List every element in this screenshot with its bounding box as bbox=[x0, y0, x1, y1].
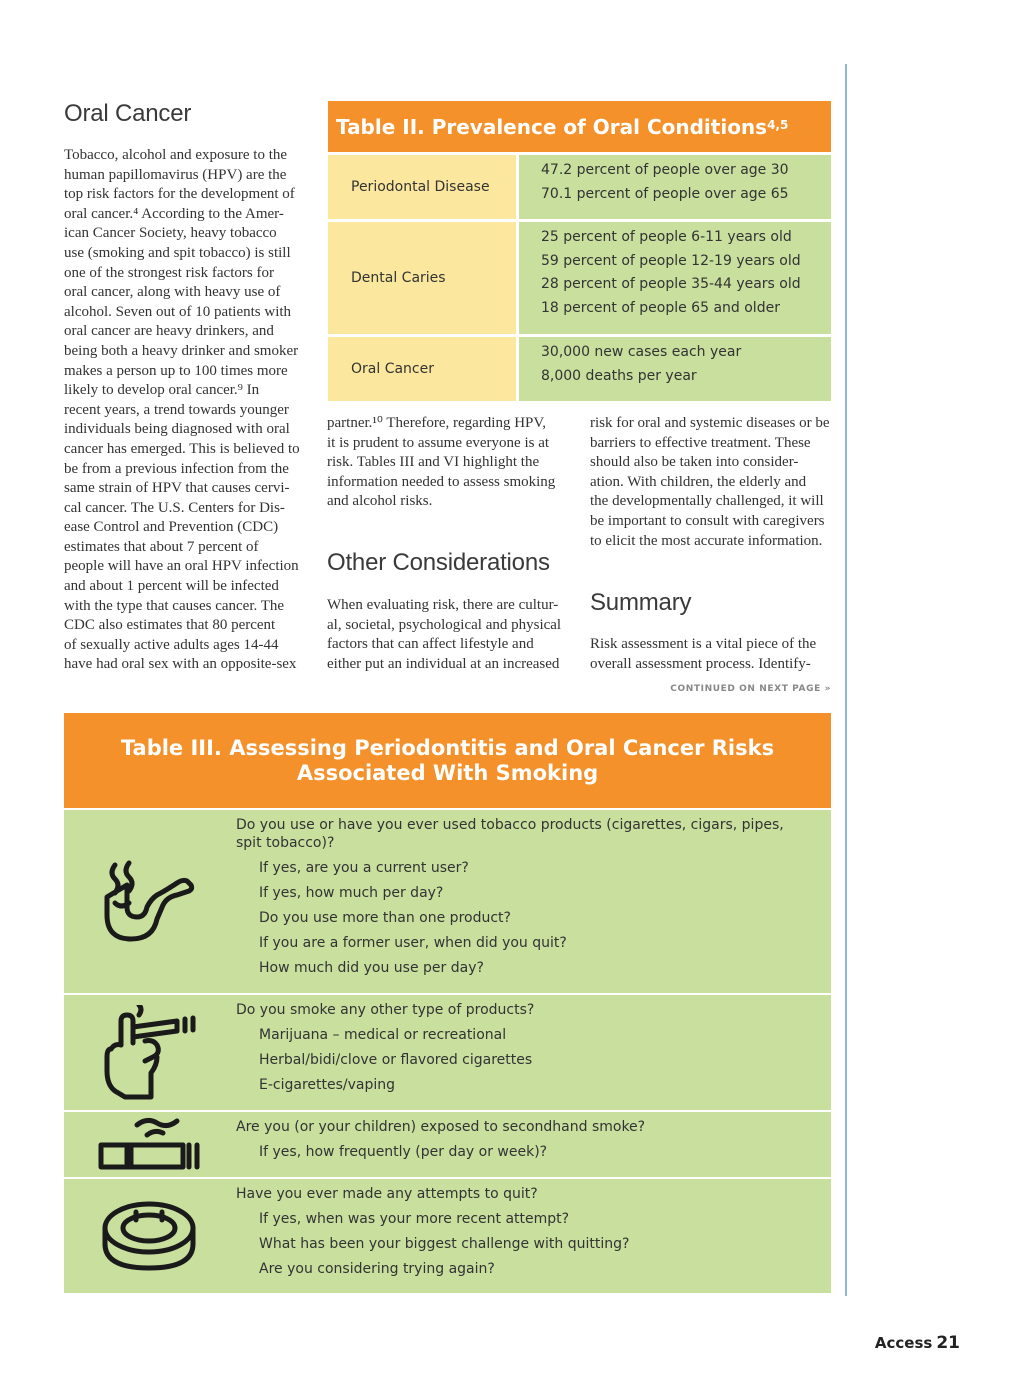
sub-question: Marijuana – medical or recreational bbox=[259, 1027, 507, 1043]
question-text: Do you use or have you ever used tobacco products (cigarettes, cigars, pipes, spit tobacco)? bbox=[236, 817, 784, 851]
table-iii-row bbox=[64, 993, 831, 1110]
condition-cell: Oral Cancer bbox=[328, 337, 519, 401]
stats-cell bbox=[519, 222, 831, 334]
hand-cigarette-icon bbox=[64, 995, 234, 1110]
question-cell bbox=[234, 1179, 831, 1293]
table-iii-title bbox=[64, 713, 831, 808]
sub-question: How much did you use per day? bbox=[259, 960, 484, 976]
right-para-1: risk for oral and systemic diseases or be barriers to effective treatment. These should also be taken into consider- ation. With children, the elderly and the developmentally challenged, it will be important to consult with caregivers to elicit the most accurate information. bbox=[590, 415, 830, 549]
sub-question: If you are a former user, when did you quit? bbox=[259, 935, 567, 951]
other-considerations-heading: Other Considerations bbox=[327, 549, 550, 576]
column-rule bbox=[845, 64, 847, 1296]
table-iii-title-line2: Associated With Smoking bbox=[296, 760, 599, 785]
page-footer bbox=[875, 1333, 960, 1353]
question-cell bbox=[234, 1112, 831, 1177]
sub-question: Are you considering trying again? bbox=[259, 1261, 495, 1277]
table-ii-row bbox=[328, 155, 831, 222]
table-ii bbox=[328, 101, 831, 401]
right-para-2: Risk assessment is a vital piece of the overall assessment process. Identify- bbox=[590, 636, 817, 672]
table-ii-title-sup: 4,5 bbox=[767, 117, 789, 132]
stat-line: 59 percent of people 12-19 years old bbox=[541, 252, 801, 269]
summary-heading: Summary bbox=[590, 589, 692, 616]
sub-question: E-cigarettes/vaping bbox=[259, 1077, 396, 1093]
middle-para-2: When evaluating risk, there are cultur- al, societal, psychological and physical factors that can affect lifestyle and either put an individual at an increased bbox=[327, 597, 562, 672]
sub-question: What has been your biggest challenge with quitting? bbox=[259, 1236, 630, 1252]
question-cell bbox=[234, 995, 831, 1110]
magazine-name: Access bbox=[874, 1334, 933, 1352]
stats-cell bbox=[519, 155, 831, 219]
table-iii-row bbox=[64, 1177, 831, 1293]
continued-on-next-page: CONTINUED ON NEXT PAGE » bbox=[670, 684, 831, 694]
stat-line: 28 percent of people 35-44 years old bbox=[541, 276, 801, 292]
stat-line: 70.1 percent of people over age 65 bbox=[541, 185, 789, 202]
table-iii-title-line1: Table III. Assessing Periodontitis and Oral Cancer Risks bbox=[120, 735, 775, 760]
stats-cell bbox=[519, 337, 831, 401]
sub-question: If yes, how much per day? bbox=[259, 885, 444, 901]
stat-line: 8,000 deaths per year bbox=[541, 367, 697, 384]
table-iii-row bbox=[64, 808, 831, 993]
condition-cell: Periodontal Disease bbox=[328, 155, 519, 219]
stat-line: 18 percent of people 65 and older bbox=[541, 299, 780, 316]
condition-cell: Dental Caries bbox=[328, 222, 519, 334]
question-text: Are you (or your children) exposed to secondhand smoke? bbox=[236, 1119, 646, 1135]
table-iii bbox=[64, 713, 831, 1293]
stat-line: 25 percent of people 6-11 years old bbox=[541, 229, 792, 245]
question-cell bbox=[234, 810, 831, 993]
table-ii-title bbox=[328, 101, 831, 155]
question-text: Have you ever made any attempts to quit? bbox=[236, 1186, 538, 1202]
sub-question: If yes, when was your more recent attempt? bbox=[259, 1211, 570, 1227]
sub-question: Herbal/bidi/clove or flavored cigarettes bbox=[259, 1052, 533, 1068]
pipe-icon bbox=[64, 810, 234, 993]
sub-question: If yes, how frequently (per day or week)? bbox=[259, 1144, 548, 1160]
table-iii-row bbox=[64, 1110, 831, 1177]
table-ii-row bbox=[328, 222, 831, 337]
table-ii-title-text: Table II. Prevalence of Oral Conditions bbox=[336, 114, 768, 139]
table-ii-row bbox=[328, 337, 831, 401]
sub-question: Do you use more than one product? bbox=[259, 910, 511, 926]
stat-line: 30,000 new cases each year bbox=[541, 344, 742, 360]
page-number: 21 bbox=[936, 1333, 960, 1353]
oral-cancer-heading: Oral Cancer bbox=[64, 100, 192, 127]
stat-line: 47.2 percent of people over age 30 bbox=[541, 162, 789, 178]
cigarette-icon bbox=[64, 1112, 234, 1177]
question-text: Do you smoke any other type of products? bbox=[236, 1002, 535, 1018]
ashtray-icon bbox=[64, 1179, 234, 1293]
sub-question: If yes, are you a current user? bbox=[259, 860, 469, 876]
middle-para-1: partner.¹⁰ Therefore, regarding HPV, it is prudent to assume everyone is at risk. Tables III and VI highlight the information needed to assess smoking and alcohol risks. bbox=[327, 415, 556, 510]
oral-cancer-text: Tobacco, alcohol and exposure to the human papillomavirus (HPV) are the top risk factors for the development of oral cancer.⁴ According to the Amer- ican Cancer Society, heavy tobacco use (smoking and spit tobacco) is still one of the strongest risk factors for oral cancer, along with heavy use of alcohol. Seven out of 10 patients with oral cancer are heavy drinkers, and being both a heavy drinker and smoker makes a person up to 100 times more likely to develop oral cancer.⁹ In recent years, a trend towards younger individuals being diagnosed with oral cancer has emerged. This is believed to be from a previous infection from the same strain of HPV that causes cervi- cal cancer. The U.S. Centers for Dis- ease Control and Prevention (CDC) estimates that about 7 percent of people will have an oral HPV infection and about 1 percent will be infected with the type that causes cancer. The CDC also estimates that 80 percent of sexually active adults ages 14-44 have had oral sex with an opposite-sex bbox=[64, 147, 300, 673]
